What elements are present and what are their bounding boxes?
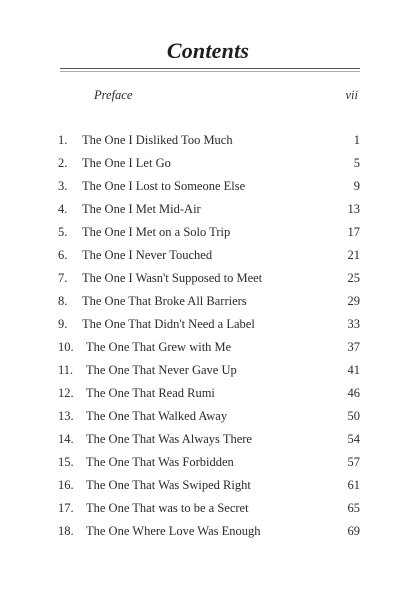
chapter-number: 3. xyxy=(58,179,68,193)
chapter-page-number: 1 xyxy=(353,133,360,147)
chapter-page-number: 5 xyxy=(353,156,360,170)
chapter-entry[interactable] xyxy=(58,156,360,179)
chapter-entry[interactable] xyxy=(58,501,360,524)
chapter-entry[interactable] xyxy=(58,478,360,501)
preface-page-number: vii xyxy=(345,88,358,102)
chapter-entry[interactable] xyxy=(58,317,360,340)
chapter-page-number: 13 xyxy=(347,202,360,216)
chapter-title: The One I Disliked Too Much xyxy=(82,133,233,147)
chapter-entry[interactable] xyxy=(58,386,360,409)
chapter-title: The One I Met Mid-Air xyxy=(82,202,201,216)
chapter-title: The One I Lost to Someone Else xyxy=(82,179,246,193)
chapter-page-number: 17 xyxy=(347,225,360,239)
chapter-page-number: 57 xyxy=(347,455,360,469)
chapter-number: 5. xyxy=(58,225,68,239)
preface-entry[interactable] xyxy=(94,88,358,103)
chapter-number: 14. xyxy=(58,432,74,446)
preface-label: Preface xyxy=(94,88,133,102)
chapter-number: 10. xyxy=(58,340,74,354)
chapter-page-number: 69 xyxy=(347,524,360,538)
chapter-title: The One That Never Gave Up xyxy=(86,363,237,377)
chapter-page-number: 65 xyxy=(347,501,360,515)
chapter-number: 7. xyxy=(58,271,68,285)
chapter-title: The One That Was Swiped Right xyxy=(86,478,251,492)
title-rule-top xyxy=(60,68,360,69)
chapter-title: The One I Met on a Solo Trip xyxy=(82,225,231,239)
chapter-entry[interactable] xyxy=(58,363,360,386)
page-title: Contents xyxy=(166,38,250,63)
chapter-title: The One I Let Go xyxy=(82,156,171,170)
chapter-page-number: 61 xyxy=(347,478,360,492)
chapter-page-number: 29 xyxy=(347,294,360,308)
title-rule-bottom xyxy=(60,71,360,72)
chapter-entry[interactable] xyxy=(58,524,360,547)
chapter-number: 18. xyxy=(58,524,74,538)
chapter-entry[interactable] xyxy=(58,432,360,455)
chapter-number: 15. xyxy=(58,455,74,469)
chapter-page-number: 37 xyxy=(347,340,360,354)
chapter-page-number: 25 xyxy=(347,271,360,285)
chapter-number: 6. xyxy=(58,248,68,262)
chapter-number: 11. xyxy=(58,363,74,377)
chapter-number: 2. xyxy=(58,156,68,170)
chapter-page-number: 33 xyxy=(347,317,360,331)
chapter-page-number: 9 xyxy=(353,179,360,193)
chapter-entry[interactable] xyxy=(58,409,360,432)
chapter-number: 1. xyxy=(58,133,68,147)
chapter-title: The One That was to be a Secret xyxy=(86,501,249,515)
chapter-title: The One I Wasn't Supposed to Meet xyxy=(82,271,263,285)
chapter-number: 16. xyxy=(58,478,74,492)
chapter-title: The One That Broke All Barriers xyxy=(82,294,247,308)
chapter-title: The One That Didn't Need a Label xyxy=(82,317,255,331)
chapter-title: The One Where Love Was Enough xyxy=(86,524,261,538)
chapter-title: The One That Was Forbidden xyxy=(86,455,234,469)
chapter-page-number: 54 xyxy=(347,432,360,446)
chapter-entry[interactable] xyxy=(58,248,360,271)
chapter-entry[interactable] xyxy=(58,340,360,363)
chapter-page-number: 41 xyxy=(347,363,360,377)
chapter-title: The One I Never Touched xyxy=(82,248,213,262)
chapter-entry[interactable] xyxy=(58,133,360,156)
chapter-entry[interactable] xyxy=(58,179,360,202)
chapter-entry[interactable] xyxy=(58,271,360,294)
chapter-number: 8. xyxy=(58,294,68,308)
chapter-page-number: 50 xyxy=(347,409,360,423)
chapter-page-number: 46 xyxy=(347,386,360,400)
chapter-number: 9. xyxy=(58,317,68,331)
chapter-title: The One That Read Rumi xyxy=(86,386,215,400)
chapter-entry[interactable] xyxy=(58,294,360,317)
chapter-title: The One That Grew with Me xyxy=(86,340,232,354)
chapter-title: The One That Walked Away xyxy=(86,409,228,423)
chapter-page-number: 21 xyxy=(347,248,360,262)
chapter-entry[interactable] xyxy=(58,202,360,225)
chapter-number: 13. xyxy=(58,409,74,423)
chapter-title: The One That Was Always There xyxy=(86,432,252,446)
chapter-number: 4. xyxy=(58,202,68,216)
chapter-entry[interactable] xyxy=(58,225,360,248)
chapter-number: 12. xyxy=(58,386,74,400)
chapter-entry[interactable] xyxy=(58,455,360,478)
chapter-list xyxy=(58,133,360,547)
chapter-number: 17. xyxy=(58,501,74,515)
